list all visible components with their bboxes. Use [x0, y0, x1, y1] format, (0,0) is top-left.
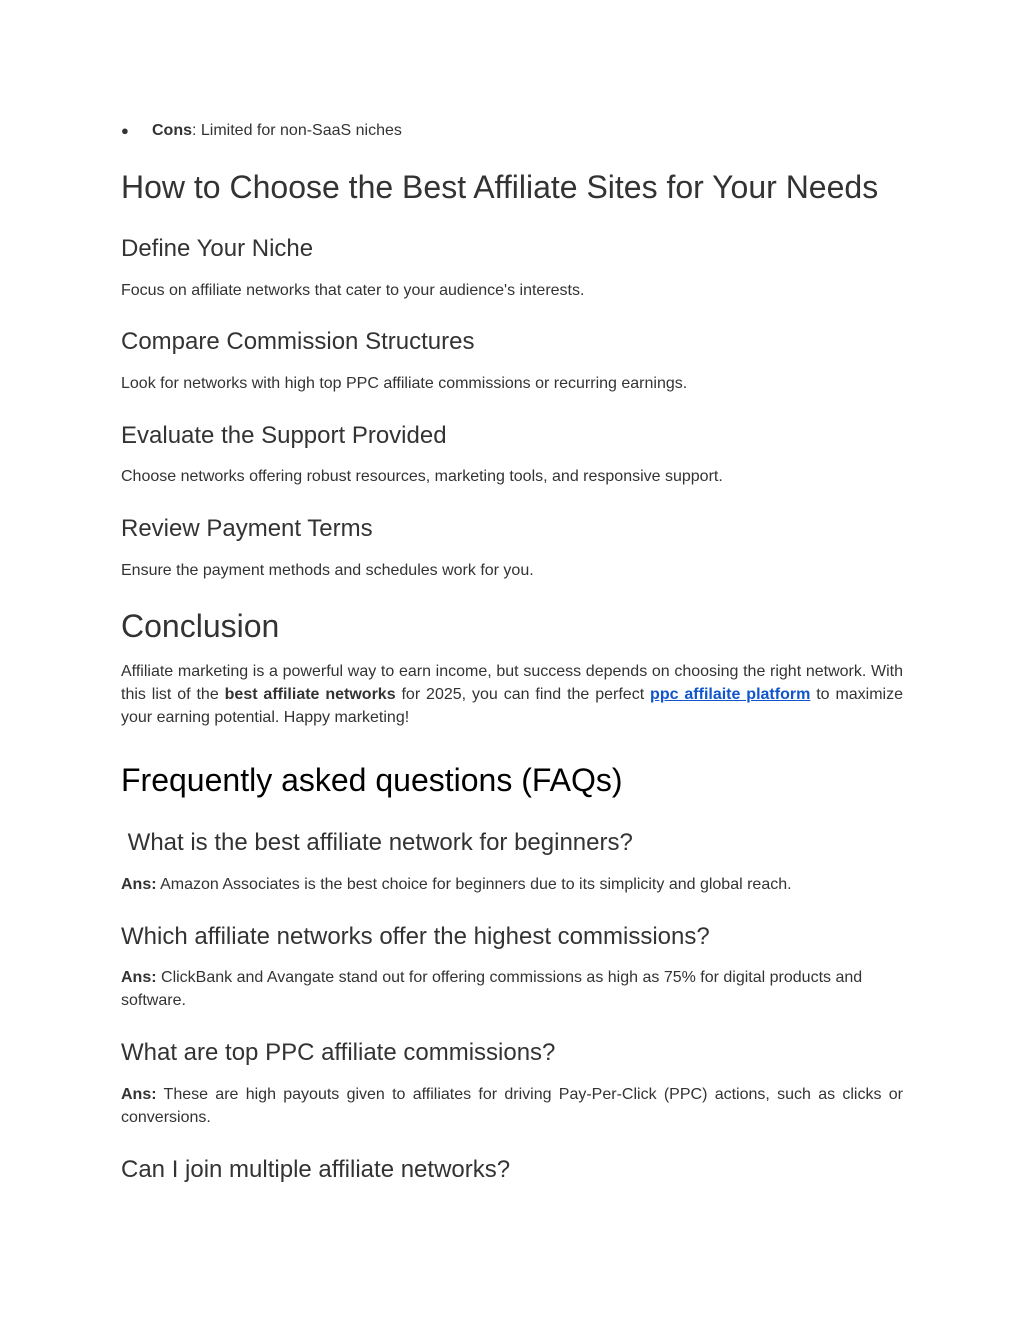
conclusion-paragraph: [121, 660, 903, 729]
section-body-niche: Focus on affiliate networks that cater to your audience's interests.: [121, 282, 585, 299]
faq-ans-label: Ans:: [121, 969, 157, 986]
conclusion-text-1: Affiliate marketing is a powerful way to earn income, but success depends on choosing the right network. With this list of the: [121, 663, 903, 703]
faq-answer-3-text: These are high payouts given to affiliates for driving Pay-Per-Click (PPC) actions, such as clicks or conversions.: [121, 1086, 903, 1126]
conclusion-title: Conclusion: [121, 608, 280, 644]
section-body-payment: Ensure the payment methods and schedules work for you.: [121, 562, 534, 579]
faq-question-4: Can I join multiple affiliate networks?: [121, 1156, 511, 1183]
faq-answer-3: [121, 1083, 903, 1129]
ppc-platform-link[interactable]: ppc affilaite platform: [650, 686, 811, 703]
section-heading-support: Evaluate the Support Provided: [121, 422, 447, 449]
cons-bullet: [121, 120, 402, 142]
bullet-dot-icon: ●: [121, 123, 129, 138]
faq-ans-label: Ans:: [121, 876, 157, 893]
conclusion-bold-keyword: best affiliate networks: [224, 686, 396, 703]
conclusion-text-2: for 2025, you can find the perfect: [395, 686, 651, 703]
faq-answer-1-text: Amazon Associates is the best choice for beginners due to its simplicity and global reach.: [156, 876, 792, 893]
section-body-support: Choose networks offering robust resources, marketing tools, and responsive support.: [121, 468, 723, 485]
choose-title: How to Choose the Best Affiliate Sites for Your Needs: [121, 169, 879, 205]
faq-answer-1: [121, 873, 903, 896]
section-heading-niche: Define Your Niche: [121, 235, 314, 262]
cons-text: : Limited for non-SaaS niches: [192, 122, 402, 139]
faq-answer-2-text: ClickBank and Avangate stand out for offering commissions as high as 75% for digital products and software.: [121, 969, 863, 1009]
cons-label: Cons: [152, 122, 192, 139]
section-heading-commission: Compare Commission Structures: [121, 328, 475, 355]
faq-question-3: What are top PPC affiliate commissions?: [121, 1039, 556, 1066]
faq-ans-label: Ans:: [121, 1086, 157, 1103]
faq-question-1: What is the best affiliate network for beginners?: [121, 829, 633, 856]
conclusion-text-3: to maximize your earning potential. Happy marketing!: [121, 686, 904, 726]
section-heading-payment: Review Payment Terms: [121, 515, 373, 542]
faq-title: Frequently asked questions (FAQs): [121, 762, 623, 798]
section-body-commission: Look for networks with high top PPC affiliate commissions or recurring earnings.: [121, 375, 688, 392]
faq-question-2: Which affiliate networks offer the highest commissions?: [121, 923, 710, 950]
faq-answer-2: [121, 966, 903, 1012]
